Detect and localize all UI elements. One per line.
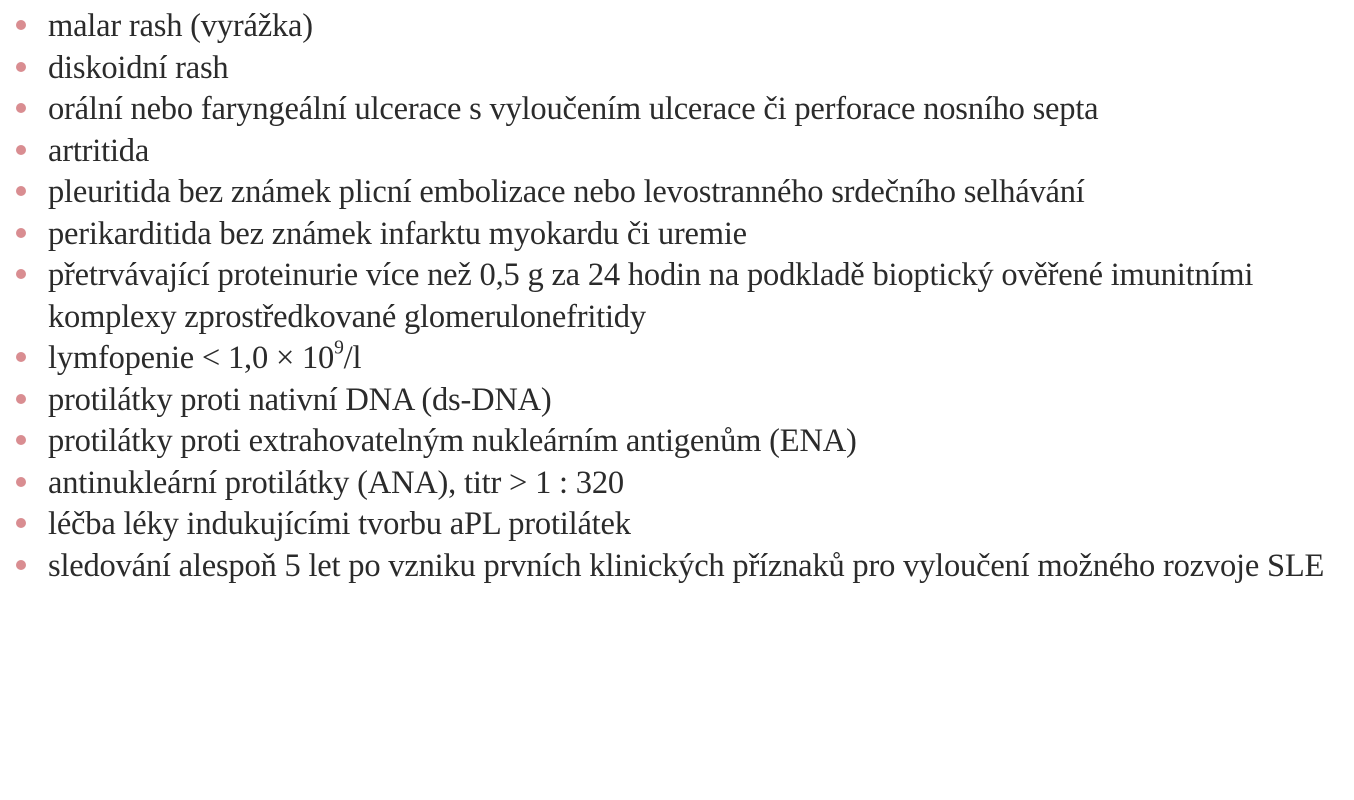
bullet-icon [16, 228, 26, 238]
criteria-list [16, 6, 1344, 587]
bullet-icon [16, 560, 26, 570]
list-item-text: orální nebo faryngeální ulcerace s vyloučením ulcerace či perforace nosního septa [48, 91, 1099, 127]
list-item-text: perikarditida bez známek infarktu myokardu či uremie [48, 215, 747, 252]
list-item-text: pleuritida bez známek plicní embolizace nebo levostranného srdečního selhávání [48, 174, 1085, 210]
bullet-icon [16, 477, 26, 487]
list-item [16, 421, 1344, 463]
bullet-icon [16, 269, 26, 279]
exponent: 9 [334, 337, 344, 359]
list-item [16, 380, 1344, 422]
bullet-icon [16, 103, 26, 113]
bullet-icon [16, 62, 26, 72]
list-item-text: artritida [48, 132, 150, 169]
list-item-text: sledování alespoň 5 let po vzniku prvních klinických příznaků pro vyloučení možného rozvoje SLE [48, 547, 1325, 584]
bullet-icon [16, 518, 26, 528]
bullet-icon [16, 394, 26, 404]
list-item-text: malar rash (vyrážka) [48, 8, 313, 44]
list-item [16, 131, 1344, 173]
list-item-text: léčba léky indukujícími tvorbu aPL protilátek [48, 506, 631, 542]
bullet-icon [16, 20, 26, 30]
bullet-icon [16, 145, 26, 155]
list-item [16, 6, 1344, 48]
list-item-text: protilátky proti extrahovatelným nukleárním antigenům (ENA) [48, 423, 857, 459]
lymphopenia-text: lymfopenie < 1,0 × 10 [48, 340, 335, 376]
list-item [16, 89, 1344, 131]
bullet-icon [16, 186, 26, 196]
list-item [16, 546, 1344, 588]
list-item [16, 214, 1344, 256]
list-item [16, 255, 1344, 338]
bullet-icon [16, 435, 26, 445]
list-item-text [48, 337, 362, 376]
list-item-text: přetrvávající proteinurie více než 0,5 g za 24 hodin na podkladě bioptický ověřené imunitními komplexy zprostředkované glomerulonefritidy [48, 257, 1254, 335]
unit-text: /l [343, 340, 362, 376]
list-item-text: protilátky proti nativní DNA (ds-DNA) [48, 381, 552, 418]
list-item-text: diskoidní rash [48, 49, 229, 86]
list-item-text: antinukleární protilátky (ANA), titr > 1 : 320 [48, 464, 624, 501]
list-item [16, 172, 1344, 214]
list-item [16, 463, 1344, 505]
list-item [16, 338, 1344, 380]
bullet-icon [16, 352, 26, 362]
list-item [16, 504, 1344, 546]
list-item [16, 48, 1344, 90]
